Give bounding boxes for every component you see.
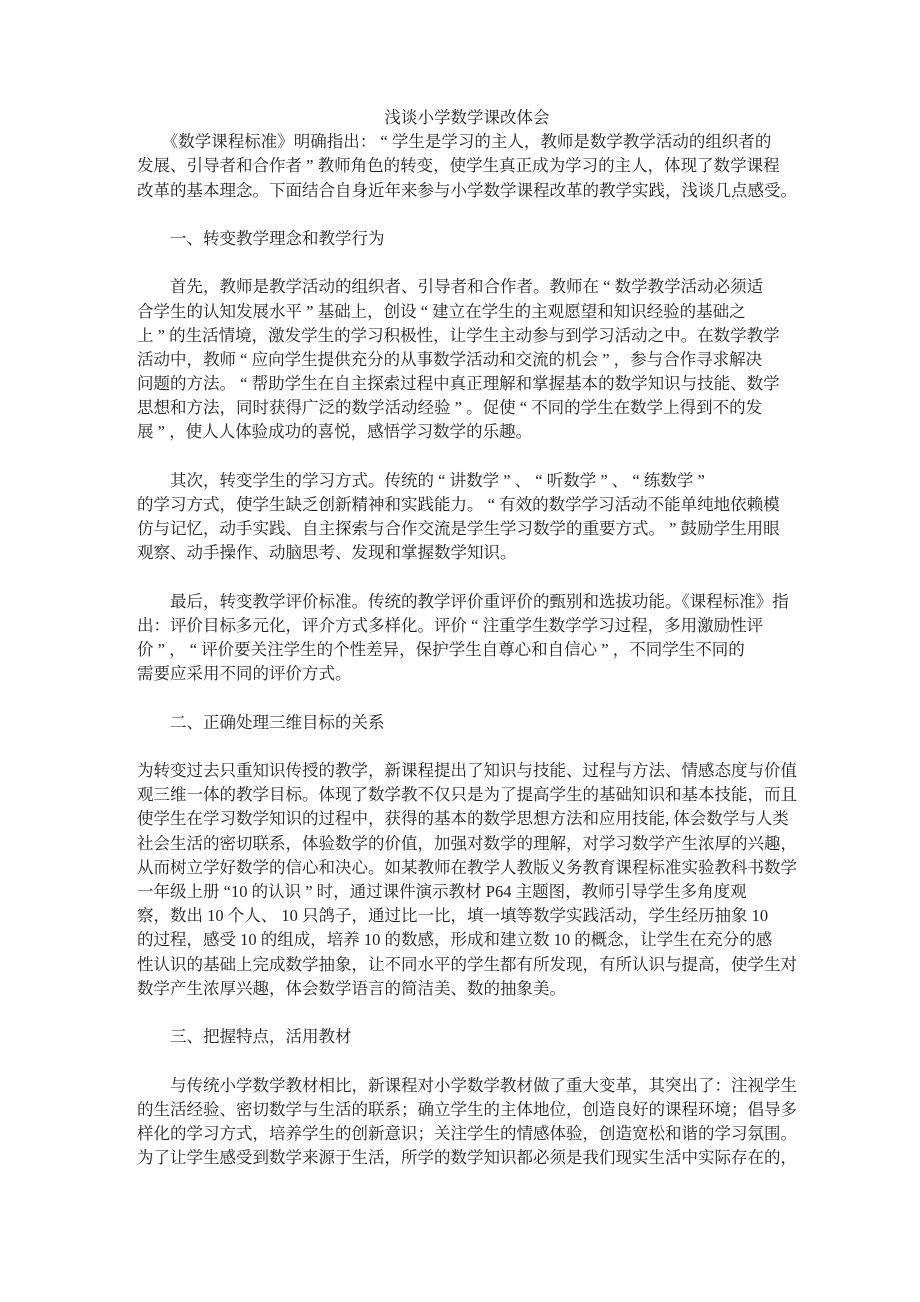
text-line: 改革的基本理念。下面结合自身近年来参与小学数学课程改革的教学实践，浅谈几点感受。 [137,180,797,200]
text-line: 最后，转变教学评价标准。传统的教学评价重评价的甄别和选拔功能。《课程标准》指 [137,591,789,611]
section-heading [137,227,820,251]
text-line: 观察、动手操作、动脑思考、发现和掌握数学知识。 [137,543,517,563]
text-line: 需要应采用不同的评价方式。 [137,664,352,684]
text-line: 从而树立学好数学的信心和决心。如某教师在教学人教版义务教育课程标准实验教科书数学 [137,857,797,877]
text-line: 样化的学习方式，培养学生的创新意识；关注学生的情感体验，创造宽松和谐的学习氛围。 [137,1123,797,1143]
text-line: 展 ” ，使人人体验成功的喜悦，感悟学习数学的乐趣。 [137,422,533,442]
text-line: 其次，转变学生的学习方式。传统的 “ 讲数学 ” 、 “ 听数学 ” 、 “ 练数学 ” [137,470,705,490]
text-line: 三、把握特点，活用教材 [137,1027,352,1047]
text-line: 观三维一体的教学目标。体现了数学教不仅只是为了提高学生的基础知识和基本技能，而且 [137,785,797,805]
text-line: 《数学课程标准》明确指出： “ 学生是学习的主人，教师是数学教学活动的组织者的 [137,132,772,152]
text-line: 仿与记忆，动手实践、自主探索与合作交流是学生学习数学的重要方式。 ” 鼓励学生用眼 [137,519,780,539]
section-heading [137,711,820,735]
text-line: 的生活经验、密切数学与生活的联系；确立学生的主体地位，创造良好的课程环境；倡导多 [137,1099,797,1119]
paragraph [137,1074,820,1171]
text-line: 为转变过去只重知识传授的教学，新课程提出了知识与技能、过程与方法、情感态度与价值 [137,761,797,781]
text-line: 数学产生浓厚兴趣，体会数学语言的简洁美、数的抽象美。 [137,978,566,998]
document-title [137,106,797,130]
text-line: 察，数出 10 个人、 10 只鸽子，通过比一比，填一填等数学实践活动，学生经历抽象 10 [137,906,769,926]
document-body [137,106,820,1170]
text-line: 合学生的认知发展水平 ” 基础上，创设 “ 建立在学生的主观愿望和知识经验的基础之 [137,301,746,321]
text-line: 性认识的基础上完成数学抽象，让不同水平的学生都有所发现，有所认识与提高，使学生对 [137,954,797,974]
paragraph [137,130,820,203]
text-line: 二、正确处理三维目标的关系 [137,712,385,732]
text-line: 上 ” 的生活情境，激发学生的学习积极性，让学生主动参与到学习活动之中。在数学教学 [137,325,780,345]
text-line: 一、转变教学理念和教学行为 [137,228,385,248]
text-line: 价 ” ， “ 评价要关注学生的个性差异，保护学生自尊心和自信心 ” ，不同学生不同的 [137,640,745,660]
paragraph [137,275,820,444]
paragraph [137,469,820,566]
section-heading [137,1025,820,1049]
text-line: 浅谈小学数学课改体会 [384,108,550,127]
text-line: 为了让学生感受到数学来源于生活，所学的数学知识都必须是我们现实生活中实际存在的， [137,1148,797,1168]
text-line: 一年级上册 “10 的认识 ” 时，通过课件演示教材 P64 主题图，教师引导学生多角度观 [137,882,747,901]
text-line: 发展、引导者和合作者 ” 教师角色的转变，使学生真正成为学习的主人，体现了数学课程 [137,156,780,176]
paragraph [137,590,820,687]
text-line: 活动中，教师 “ 应向学生提供充分的从事数学活动和交流的机会 ” ，参与合作寻求解决 [137,349,763,369]
text-line: 问题的方法。 “ 帮助学生在自主探索过程中真正理解和掌握基本的数学知识与技能、数学 [137,374,780,394]
text-line: 与传统小学数学教材相比，新课程对小学数学教材做了重大变革，其突出了：注视学生 [137,1075,797,1095]
text-line: 首先，教师是教学活动的组织者、引导者和合作者。教师在 “ 数学教学活动必须适 [137,277,764,297]
text-line: 的学习方式，使学生缺乏创新精神和实践能力。 “ 有效的数学学习活动不能单纯地依赖模 [137,495,780,514]
text-line: 使学生在学习数学知识的过程中，获得的基本的数学思想方法和应用技能, 体会数学与人类 [137,809,789,829]
text-line: 思想和方法，同时获得广泛的数学活动经验 ” 。促使 “ 不同的学生在数学上得到不的发 [137,398,763,418]
paragraph [137,759,820,1001]
text-line: 的过程，感受 10 的组成，培养 10 的数感，形成和建立数 10 的概念，让学生在充分的感 [137,930,773,950]
text-line: 社会生活的密切联系，体验数学的价值，加强对数学的理解，对学习数学产生浓厚的兴趣， [137,833,797,853]
text-line: 出：评价目标多元化，评介方式多样化。评价 “ 注重学生数学学习过程，多用激励性评 [137,615,764,635]
